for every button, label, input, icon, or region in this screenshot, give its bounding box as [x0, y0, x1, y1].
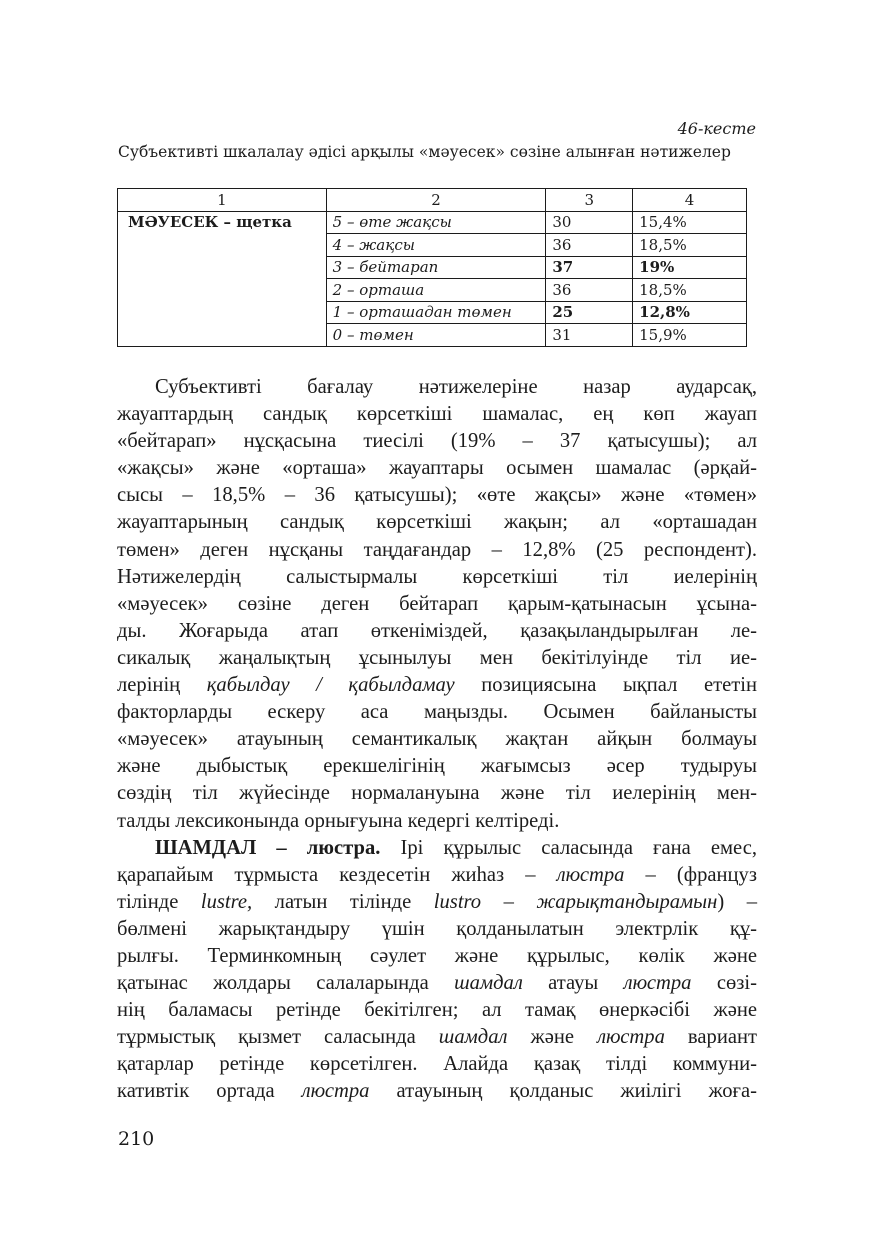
scale-cell: 3 – бейтарап: [326, 256, 546, 279]
text-line: факторларды ескеру аса маңызды. Осымен байланысты: [117, 701, 757, 724]
text-run: латын тілінде: [252, 890, 434, 913]
scale-cell: 1 – орташадан төмен: [326, 301, 546, 324]
text-run: сөзі-: [691, 972, 758, 995]
scale-cell: 5 – өте жақсы: [326, 211, 546, 234]
text-line: бөлмені жарықтандыру үшін қолданылатын электрлік құ-: [117, 917, 757, 940]
percent-cell: 15,4%: [633, 211, 747, 234]
text-run: – (француз: [624, 863, 757, 886]
text-line: жауаптарының сандық көрсеткіші жақын; ал «орташадан: [117, 511, 757, 534]
results-table: [117, 188, 747, 347]
header-cell: 1: [118, 189, 327, 212]
percent-cell: 18,5%: [633, 234, 747, 257]
text-run: лерінің: [117, 674, 207, 697]
text-line: және дыбыстық ерекшелігінің жағымсыз әсер тудыруы: [117, 755, 757, 778]
table-number: 46-кесте: [677, 119, 756, 138]
text-line: сөздің тіл жүйесінде нормалануына және тіл иелерінің мен-: [117, 782, 757, 805]
header-cell: 4: [633, 189, 747, 212]
italic-term: шамдал: [438, 1026, 508, 1049]
term-cell: МӘУЕСЕК – щетка: [118, 211, 327, 346]
text-line: [117, 889, 757, 916]
count-cell: 30: [546, 211, 633, 234]
text-line: нің баламасы ретінде бекітілген; ал тамақ өнеркәсібі және: [117, 999, 757, 1022]
text-line: Нәтижелердің салыстырмалы көрсеткіші тіл иелерінің: [117, 565, 757, 588]
table-header-row: [118, 189, 747, 212]
text-line: ды. Жоғарыда атап өткеніміздей, қазақыландырылған ле-: [117, 619, 757, 642]
header-cell: 3: [546, 189, 633, 212]
text-line: [117, 862, 757, 889]
count-cell: 31: [546, 324, 633, 347]
table-row: [118, 211, 747, 234]
text-run: кативтік ортада: [117, 1080, 302, 1103]
text-line: рылғы. Терминкомның сәулет және құрылыс, көлік және: [117, 944, 757, 967]
scale-cell: 4 – жақсы: [326, 234, 546, 257]
text-line: «мәуесек» сөзіне деген бейтарап қарым-қатынасын ұсына-: [117, 592, 757, 615]
italic-term: люстра: [597, 1026, 665, 1049]
count-cell: 36: [546, 234, 633, 257]
scale-cell: 0 – төмен: [326, 324, 546, 347]
body-text: [117, 374, 757, 1106]
text-run: және: [507, 1026, 598, 1049]
italic-term: қабылдау / қабылдамау: [206, 674, 455, 697]
text-run: ) –: [717, 890, 757, 913]
italic-term: шамдал: [454, 972, 523, 995]
text-line: [117, 835, 757, 862]
count-cell: 36: [546, 279, 633, 302]
percent-cell: 15,9%: [633, 324, 747, 347]
italic-term: lustre,: [200, 890, 253, 913]
italic-term: lustro – жарықтандырамын: [433, 890, 718, 913]
text-run: тұрмыстық қызмет саласында: [117, 1026, 439, 1049]
italic-term: люстра: [623, 972, 692, 995]
text-line: «жақсы» және «орташа» жауаптары осымен шамалас (әрқай-: [117, 457, 757, 480]
text-run: атауының қолданыс жиілігі жоға-: [369, 1080, 758, 1103]
text-line: сикалық жаңалықтың ұсынылуы мен бекітілуінде тіл ие-: [117, 646, 757, 669]
text-run: қатынас жолдары салаларында: [117, 972, 455, 995]
text-line: [117, 672, 757, 699]
text-line: талды лексиконында орнығуына кедергі келтіреді.: [117, 809, 560, 832]
text-line: [117, 1078, 757, 1105]
percent-cell: 18,5%: [633, 279, 747, 302]
text-line: жауаптардың сандық көрсеткіші шамалас, ең көп жауап: [117, 403, 757, 426]
percent-cell: 19%: [633, 256, 747, 279]
text-line: сысы – 18,5% – 36 қатысушы); «өте жақсы» және «төмен»: [117, 484, 757, 507]
scale-cell: 2 – орташа: [326, 279, 546, 302]
text-line: «бейтарап» нұсқасына тиесілі (19% – 37 қатысушы); ал: [117, 430, 757, 453]
text-line: [117, 970, 757, 997]
percent-cell: 12,8%: [633, 301, 747, 324]
header-cell: 2: [326, 189, 546, 212]
paragraph-2: [117, 835, 757, 1106]
paragraph-1: [117, 374, 757, 835]
text-line: Субъективті бағалау нәтижелеріне назар аударсақ,: [155, 376, 757, 398]
text-run: вариант: [664, 1026, 757, 1049]
text-run: қарапайым тұрмыста кездесетін жиһаз –: [117, 863, 557, 886]
page-number: 210: [118, 1128, 155, 1150]
table-caption: Субъективті шкалалау әдісі арқылы «мәуесек» сөзіне алынған нәтижелер: [118, 143, 731, 161]
text-run: Ірі құрылыс саласында ғана емес,: [380, 836, 757, 859]
count-cell: 25: [546, 301, 633, 324]
text-line: қатарлар ретінде көрсетілген. Алайда қазақ тілді коммуни-: [117, 1053, 757, 1076]
text-run: позициясына ықпал ететін: [454, 674, 758, 697]
text-run: атауы: [522, 972, 624, 995]
text-run: тілінде: [117, 890, 201, 913]
text-line: [117, 1024, 757, 1051]
text-line: «мәуесек» атауының семантикалық жақтан айқын болмауы: [117, 728, 757, 751]
italic-term: люстра: [301, 1080, 370, 1103]
text-line: төмен» деген нұсқаны таңдағандар – 12,8% (25 респондент).: [117, 538, 757, 561]
italic-term: люстра: [556, 863, 625, 886]
section-heading: ШАМДАЛ – люстра.: [155, 836, 381, 859]
count-cell: 37: [546, 256, 633, 279]
